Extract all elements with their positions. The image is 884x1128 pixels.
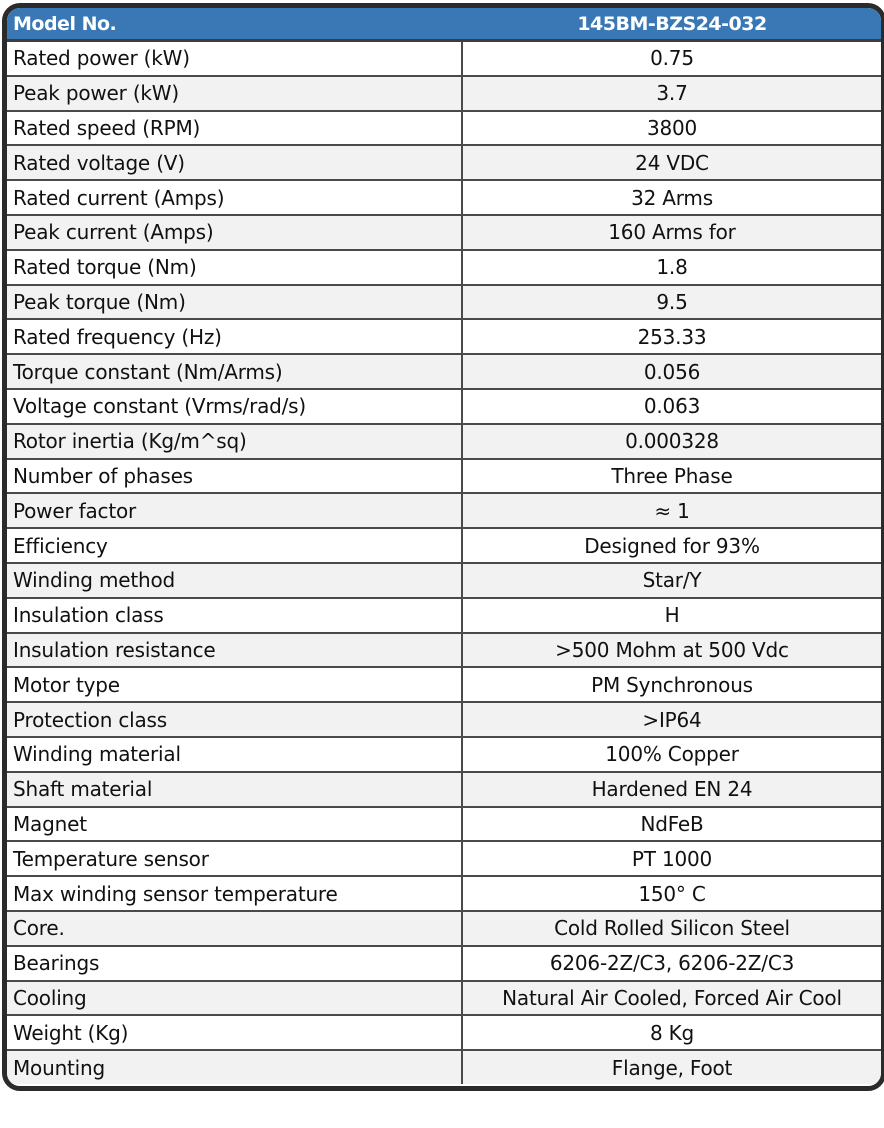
- spec-label: Peak torque (Nm): [7, 286, 463, 319]
- table-row: [7, 425, 881, 460]
- spec-label: Insulation resistance: [7, 634, 463, 667]
- spec-value: >500 Mohm at 500 Vdc: [555, 637, 789, 662]
- table-row: [7, 703, 881, 738]
- spec-value: Three Phase: [611, 463, 733, 488]
- spec-value: 0.063: [643, 394, 701, 419]
- table-row: [7, 947, 881, 982]
- spec-label: Voltage constant (Vrms/rad/s): [7, 390, 463, 423]
- header-model-label: Model No.: [13, 12, 117, 35]
- table-row: [7, 1016, 881, 1051]
- spec-value: 150° C: [638, 881, 706, 906]
- table-row: [7, 286, 881, 321]
- spec-label: Cooling: [7, 982, 463, 1015]
- spec-label: Protection class: [7, 703, 463, 736]
- spec-label: Shaft material: [7, 773, 463, 806]
- spec-label: Motor type: [7, 668, 463, 701]
- spec-label: Rated current (Amps): [7, 181, 463, 214]
- spec-label: Mounting: [7, 1051, 463, 1084]
- spec-label: Weight (Kg): [7, 1016, 463, 1049]
- spec-value: 3.7: [656, 81, 688, 106]
- spec-label: Bearings: [7, 947, 463, 980]
- spec-value: 9.5: [656, 289, 688, 314]
- spec-value: 100% Copper: [605, 742, 739, 767]
- table-row: [7, 320, 881, 355]
- spec-value: Hardened EN 24: [591, 777, 753, 802]
- spec-label: Peak current (Amps): [7, 216, 463, 249]
- spec-value: 0.056: [643, 359, 701, 384]
- spec-value: 6206-2Z/C3, 6206-2Z/C3: [549, 951, 795, 976]
- spec-value: 8 Kg: [649, 1020, 695, 1045]
- table-row: [7, 216, 881, 251]
- spec-value: 32 Arms: [631, 185, 713, 210]
- table-header-row: [7, 8, 881, 42]
- spec-value: Cold Rolled Silicon Steel: [554, 916, 790, 941]
- spec-value: >IP64: [642, 707, 702, 732]
- spec-value: 253.33: [637, 324, 707, 349]
- spec-value: ≈ 1: [654, 498, 690, 523]
- table-row: [7, 808, 881, 843]
- table-row: [7, 181, 881, 216]
- spec-label: Peak power (kW): [7, 77, 463, 110]
- spec-label: Core.: [7, 912, 463, 945]
- spec-value: Designed for 93%: [584, 533, 760, 558]
- table-row: [7, 146, 881, 181]
- table-row: [7, 42, 881, 77]
- spec-value: 24 VDC: [635, 150, 709, 175]
- spec-table: [2, 3, 884, 1091]
- table-row: [7, 599, 881, 634]
- spec-label: Rated speed (RPM): [7, 112, 463, 145]
- table-row: [7, 668, 881, 703]
- table-row: [7, 355, 881, 390]
- spec-label: Max winding sensor temperature: [7, 877, 463, 910]
- table-row: [7, 634, 881, 669]
- table-row: [7, 390, 881, 425]
- table-row: [7, 738, 881, 773]
- spec-label: Insulation class: [7, 599, 463, 632]
- spec-label: Temperature sensor: [7, 842, 463, 875]
- spec-label: Power factor: [7, 494, 463, 527]
- spec-value: PM Synchronous: [591, 672, 753, 697]
- table-row: [7, 564, 881, 599]
- spec-value: 0.75: [650, 46, 694, 71]
- table-row: [7, 460, 881, 495]
- table-row: [7, 842, 881, 877]
- spec-label: Number of phases: [7, 460, 463, 493]
- table-body: [7, 42, 881, 1084]
- spec-label: Rated voltage (V): [7, 146, 463, 179]
- spec-label: Magnet: [7, 808, 463, 841]
- spec-value: 3800: [646, 115, 698, 140]
- spec-value: NdFeB: [640, 811, 704, 836]
- spec-label: Rated frequency (Hz): [7, 320, 463, 353]
- table-row: [7, 982, 881, 1017]
- table-row: [7, 1051, 881, 1084]
- table-row: [7, 912, 881, 947]
- table-row: [7, 494, 881, 529]
- spec-value: PT 1000: [631, 846, 713, 871]
- spec-value: 160 Arms for: [608, 220, 736, 245]
- spec-label: Rated torque (Nm): [7, 251, 463, 284]
- spec-label: Winding material: [7, 738, 463, 771]
- header-model-value: 145BM-BZS24-032: [577, 12, 767, 35]
- spec-label: Rotor inertia (Kg/m^sq): [7, 425, 463, 458]
- spec-label: Winding method: [7, 564, 463, 597]
- table-row: [7, 773, 881, 808]
- spec-value: Flange, Foot: [611, 1055, 733, 1080]
- table-row: [7, 112, 881, 147]
- spec-label: Efficiency: [7, 529, 463, 562]
- table-row: [7, 251, 881, 286]
- spec-value: 1.8: [656, 255, 688, 280]
- spec-label: Torque constant (Nm/Arms): [7, 355, 463, 388]
- spec-value: H: [664, 603, 680, 628]
- spec-value: Star/Y: [642, 568, 702, 593]
- table-row: [7, 529, 881, 564]
- table-row: [7, 877, 881, 912]
- spec-label: Rated power (kW): [7, 42, 463, 75]
- spec-value: 0.000328: [625, 429, 719, 454]
- spec-value: Natural Air Cooled, Forced Air Cool: [502, 985, 842, 1010]
- table-row: [7, 77, 881, 112]
